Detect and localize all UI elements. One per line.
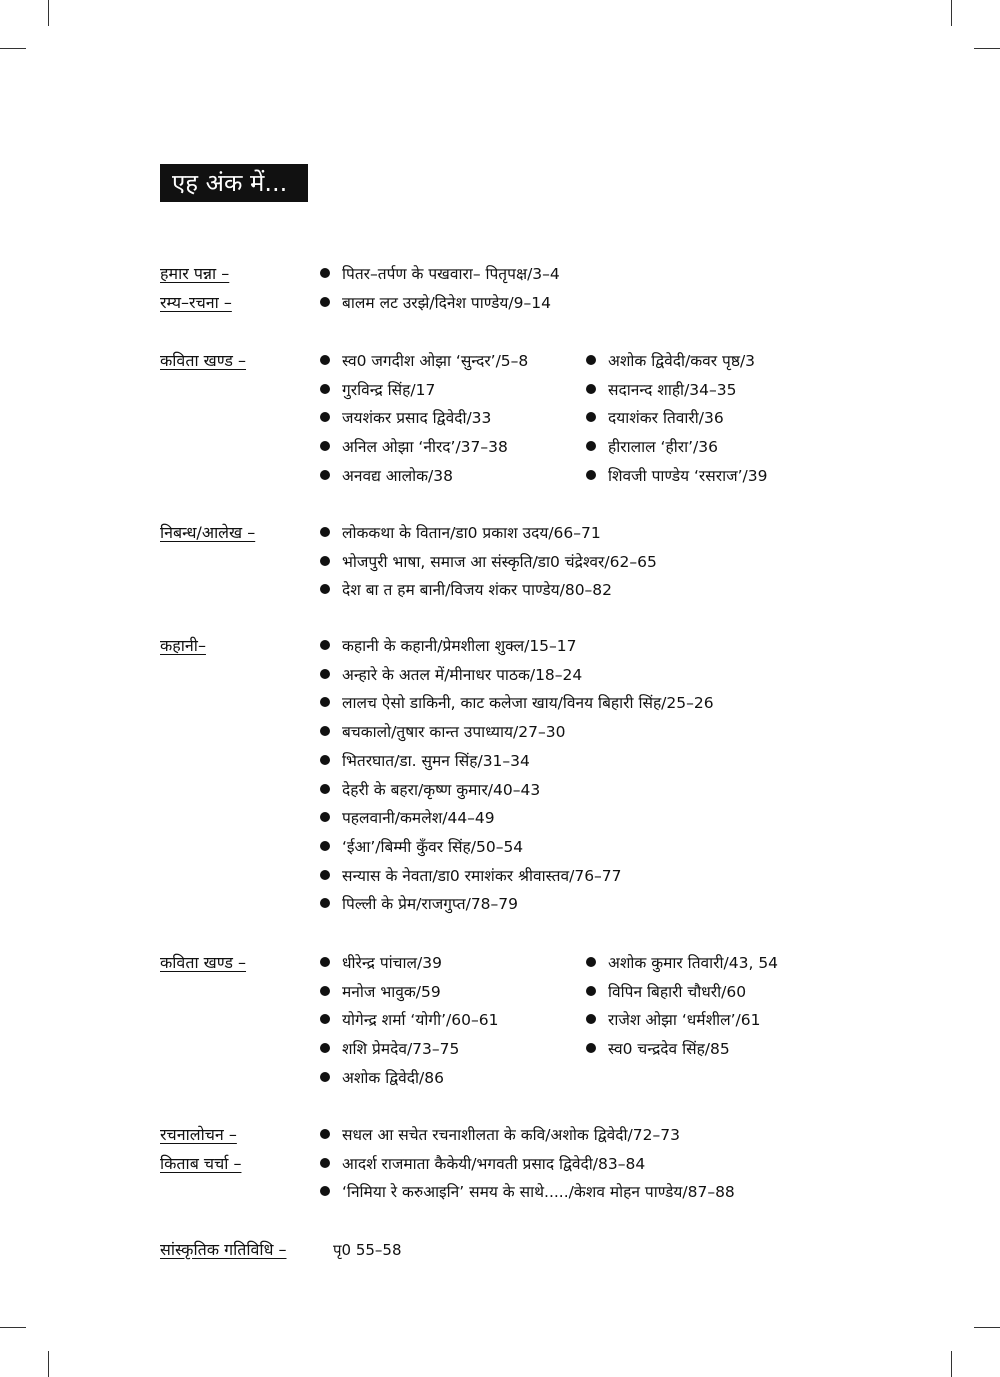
crop-mark (0, 48, 26, 49)
entry-text: लालच ऐसो डाकिनी, काट कलेजा खाय/विनय बिहारी सिंह/25–26 (342, 694, 714, 713)
crop-mark (974, 1327, 1000, 1328)
bullet-icon (320, 1072, 330, 1082)
toc-entry (320, 718, 565, 746)
category-label (160, 949, 246, 977)
category-text: निबन्ध/आलेख – (160, 523, 256, 542)
bullet-icon (320, 841, 330, 851)
bullet-icon (320, 986, 330, 996)
entry-text: आदर्श राजमाता कैकेयी/भगवती प्रसाद द्विवेदी/83–84 (342, 1154, 646, 1173)
toc-entry (320, 548, 657, 576)
crop-mark (951, 0, 952, 26)
bullet-icon (320, 784, 330, 794)
toc-entry (320, 576, 612, 604)
bullet-icon (586, 384, 596, 394)
bullet-icon (586, 1043, 596, 1053)
category-label (160, 519, 255, 547)
category-text: कहानी– (160, 636, 206, 655)
bullet-icon (320, 412, 330, 422)
crop-mark (951, 1351, 952, 1377)
category-label (160, 347, 246, 375)
toc-entry (320, 1178, 735, 1206)
toc-entry (320, 862, 622, 890)
entry-text: लोककथा के वितान/डा0 प्रकाश उदय/66–71 (342, 524, 601, 542)
category-text: कविता खण्ड – (160, 953, 247, 972)
bullet-icon (586, 441, 596, 451)
bullet-icon (586, 470, 596, 480)
entry-text: अनिल ओझा ‘नीरद’/37–38 (342, 438, 508, 457)
entry-text: स्व0 जगदीश ओझा ‘सुन्दर’/5–8 (342, 352, 529, 370)
bullet-icon (320, 297, 330, 307)
entry-text: अशोक द्विवेदी/86 (342, 1068, 444, 1087)
toc-entry-right (586, 1006, 761, 1034)
toc-entry (320, 433, 508, 461)
entry-text: दयाशंकर तिवारी/36 (608, 409, 724, 428)
entry-text: सधल आ सचेत रचनाशीलता के कवि/अशोक द्विवेदी/72–73 (342, 1126, 680, 1144)
contents-heading: एह अंक में... (160, 164, 308, 202)
entry-text: पहलवानी/कमलेश/44–49 (342, 809, 495, 828)
category-text: किताब चर्चा – (160, 1153, 242, 1173)
entry-text: भितरघात/डा. सुमन सिंह/31–34 (342, 751, 530, 770)
toc-entry (320, 776, 540, 804)
toc-entry (320, 347, 528, 375)
toc-entry-right (586, 376, 737, 404)
entry-text: धीरेन्द्र पांचाल/39 (342, 954, 442, 972)
bullet-icon (320, 669, 330, 679)
toc-entry (320, 978, 441, 1006)
toc-entry (320, 890, 518, 918)
toc-entry-right (586, 1035, 730, 1063)
toc-entry (320, 1121, 680, 1149)
entry-text: राजेश ओझा ‘धर्मशील’/61 (608, 1011, 761, 1030)
toc-entry (320, 747, 530, 775)
entry-text: बालम लट उरझे/दिनेश पाण्डेय/9–14 (342, 293, 551, 312)
toc-entry (320, 404, 491, 432)
bullet-icon (320, 384, 330, 394)
toc-entry (320, 376, 435, 404)
entry-text: विपिन बिहारी चौधरी/60 (608, 982, 747, 1001)
category-label (160, 632, 206, 660)
entry-text: अशोक कुमार तिवारी/43, 54 (608, 954, 779, 972)
entry-text: अनवद्य आलोक/38 (342, 466, 453, 485)
page-range: पृ0 55–58 (333, 1241, 402, 1259)
bullet-icon (320, 527, 330, 537)
bullet-icon (320, 268, 330, 278)
toc-entry (320, 1006, 498, 1034)
toc-entry-right (586, 404, 724, 432)
bullet-icon (586, 412, 596, 422)
bullet-icon (320, 812, 330, 822)
category-text: सांस्कृतिक गतिविधि – (160, 1240, 287, 1259)
bullet-icon (320, 1014, 330, 1024)
toc-entry (320, 804, 495, 832)
crop-mark (0, 1327, 26, 1328)
entry-text: योगेन्द्र शर्मा ‘योगी’/60–61 (342, 1011, 499, 1030)
entry-text: शशि प्रेमदेव/73–75 (342, 1040, 460, 1059)
entry-text: बचकालो/तुषार कान्त उपाध्याय/27–30 (342, 723, 566, 742)
category-label (160, 260, 229, 288)
entry-text: देहरी के बहरा/कृष्ण कुमार/40–43 (342, 780, 541, 799)
bullet-icon (320, 755, 330, 765)
entry-text: शिवजी पाण्डेय ‘रसराज’/39 (608, 466, 768, 485)
bullet-icon (320, 441, 330, 451)
bullet-icon (320, 1158, 330, 1168)
crop-mark (974, 48, 1000, 49)
entry-text: ‘ईआ’/बिम्मी कुँवर सिंह/50–54 (342, 837, 524, 856)
toc-entry (320, 462, 453, 490)
bullet-icon (320, 355, 330, 365)
entry-text: पिल्ली के प्रेम/राजगुप्त/78–79 (342, 895, 519, 914)
entry-text: ‘निमिया रे करुआइनि’ समय के साथे...../केशव मोहन पाण्डेय/87–88 (342, 1183, 735, 1202)
bullet-icon (320, 726, 330, 736)
bullet-icon (320, 1186, 330, 1196)
entry-text: कहानी के कहानी/प्रेमशीला शुक्ल/15–17 (342, 637, 577, 655)
bullet-icon (320, 556, 330, 566)
bullet-icon (320, 584, 330, 594)
bullet-icon (586, 957, 596, 967)
toc-entry (320, 632, 577, 660)
entry-text: स्व0 चन्द्रदेव सिंह/85 (608, 1040, 730, 1059)
category-text: कविता खण्ड – (160, 351, 247, 370)
entry-text: भोजपुरी भाषा, समाज आ संस्कृति/डा0 चंद्रेश्वर/62–65 (342, 552, 657, 571)
toc-entry (320, 260, 560, 288)
category-text: रचनालोचन – (160, 1125, 237, 1144)
toc-entry (320, 289, 551, 317)
bullet-icon (320, 957, 330, 967)
bullet-icon (586, 355, 596, 365)
category-text: रम्य–रचना – (160, 292, 232, 312)
toc-entry (320, 689, 714, 717)
entry-text: पितर–तर्पण के पखवारा– पितृपक्ष/3–4 (342, 265, 560, 283)
bullet-icon (586, 986, 596, 996)
entry-text: जयशंकर प्रसाद द्विवेदी/33 (342, 409, 492, 428)
entry-text: हीरालाल ‘हीरा’/36 (608, 438, 718, 457)
category-label (160, 289, 232, 317)
bullet-icon (586, 1014, 596, 1024)
entry-text: अशोक द्विवेदी/कवर पृष्ठ/3 (608, 352, 756, 370)
toc-entry-right (586, 462, 767, 490)
toc-entry (320, 949, 442, 977)
bullet-icon (320, 898, 330, 908)
bullet-icon (320, 640, 330, 650)
bullet-icon (320, 870, 330, 880)
entry-text: मनोज भावुक/59 (342, 982, 441, 1001)
toc-entry-right (586, 347, 755, 375)
entry-text: सन्यास के नेवता/डा0 रमाशंकर श्रीवास्तव/76–77 (342, 866, 622, 885)
entry-text: गुरविन्द्र सिंह/17 (342, 380, 436, 399)
toc-entry (320, 1150, 645, 1178)
bullet-icon (320, 470, 330, 480)
crop-mark (48, 1351, 49, 1377)
toc-entry-right (586, 949, 778, 977)
toc-entry (320, 661, 582, 689)
entry-text: सदानन्द शाही/34–35 (608, 380, 737, 399)
toc-entry-right (586, 433, 718, 461)
category-label (160, 1236, 287, 1264)
bullet-icon (320, 697, 330, 707)
bullet-icon (320, 1129, 330, 1139)
bullet-icon (320, 1043, 330, 1053)
toc-entry (320, 1064, 444, 1092)
entry-text: देश बा त हम बानी/विजय शंकर पाण्डेय/80–82 (342, 581, 613, 600)
crop-mark (48, 0, 49, 26)
toc-entry (320, 833, 523, 861)
toc-entry (320, 1035, 459, 1063)
category-label (160, 1121, 237, 1149)
category-text: हमार पन्ना – (160, 264, 230, 283)
toc-entry-right (586, 978, 746, 1006)
category-label (160, 1150, 241, 1178)
toc-entry (320, 519, 601, 547)
entry-text: अन्हारे के अतल में/मीनाधर पाठक/18–24 (342, 665, 583, 684)
